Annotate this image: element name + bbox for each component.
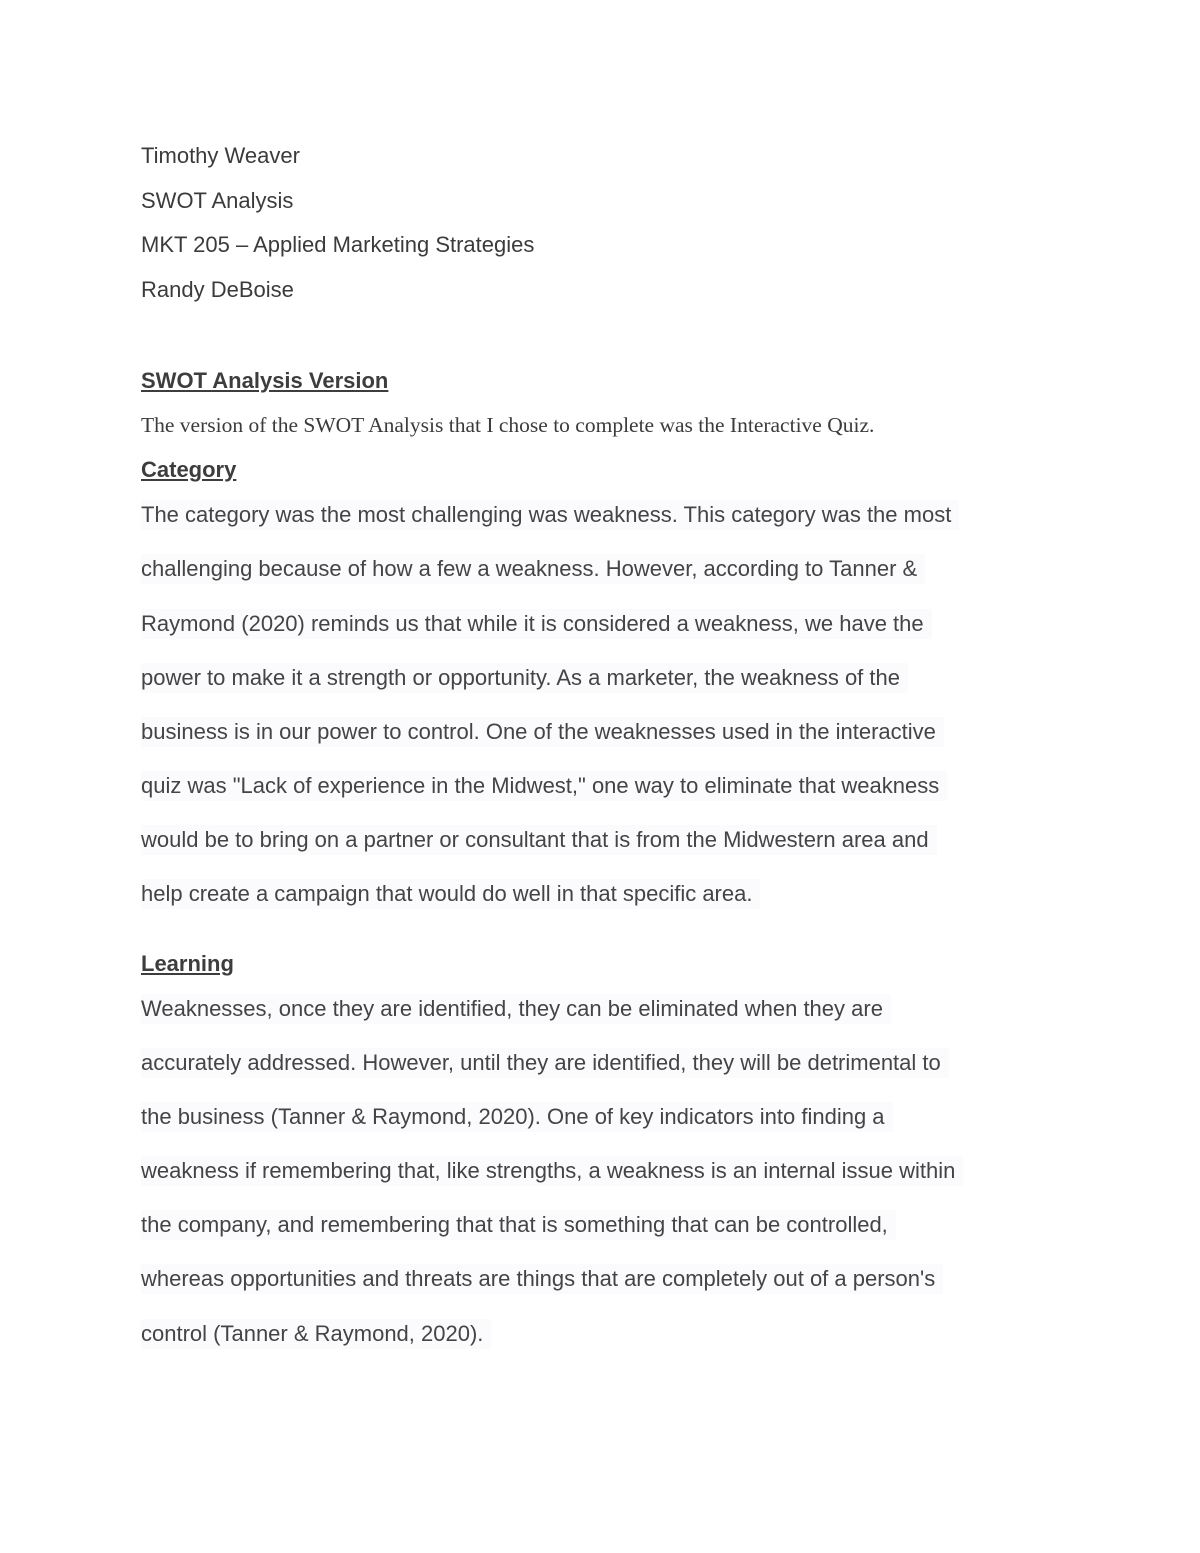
category-paragraph-line: challenging because of how a few a weakness. However, according to Tanner & (141, 554, 925, 584)
category-paragraph-line: business is in our power to control. One of the weaknesses used in the interactive (141, 717, 944, 747)
learning-paragraph-line: accurately addressed. However, until they are identified, they will be detrimental to (141, 1048, 949, 1078)
learning-paragraph-line: weakness if remembering that, like strengths, a weakness is an internal issue within (141, 1156, 963, 1186)
document-title: SWOT Analysis (141, 188, 294, 213)
learning-paragraph-line: the business (Tanner & Raymond, 2020). One of key indicators into finding a (141, 1102, 893, 1132)
learning-paragraph-line: control (Tanner & Raymond, 2020). (141, 1319, 491, 1349)
category-paragraph-line: help create a campaign that would do well in that specific area. (141, 879, 760, 909)
learning-paragraph-line: the company, and remembering that that is something that can be controlled, (141, 1210, 896, 1240)
learning-paragraph-line: whereas opportunities and threats are things that are completely out of a person's (141, 1264, 943, 1294)
category-paragraph-line: Raymond (2020) reminds us that while it is considered a weakness, we have the (141, 609, 932, 639)
author-name: Timothy Weaver (141, 143, 300, 168)
category-paragraph-line: would be to bring on a partner or consultant that is from the Midwestern area and (141, 825, 937, 855)
category-paragraph-line: The category was the most challenging was weakness. This category was the most (141, 500, 959, 530)
version-heading: SWOT Analysis Version (141, 368, 389, 393)
category-heading: Category (141, 457, 237, 482)
category-paragraph-line: power to make it a strength or opportunity. As a marketer, the weakness of the (141, 663, 908, 693)
learning-paragraph-line: Weaknesses, once they are identified, they can be eliminated when they are (141, 994, 891, 1024)
learning-heading: Learning (141, 951, 234, 976)
version-text: The version of the SWOT Analysis that I chose to complete was the Interactive Quiz. (141, 413, 875, 437)
category-paragraph-line: quiz was "Lack of experience in the Midwest," one way to eliminate that weakness (141, 771, 947, 801)
instructor-name: Randy DeBoise (141, 277, 294, 302)
course-name: MKT 205 – Applied Marketing Strategies (141, 232, 535, 257)
